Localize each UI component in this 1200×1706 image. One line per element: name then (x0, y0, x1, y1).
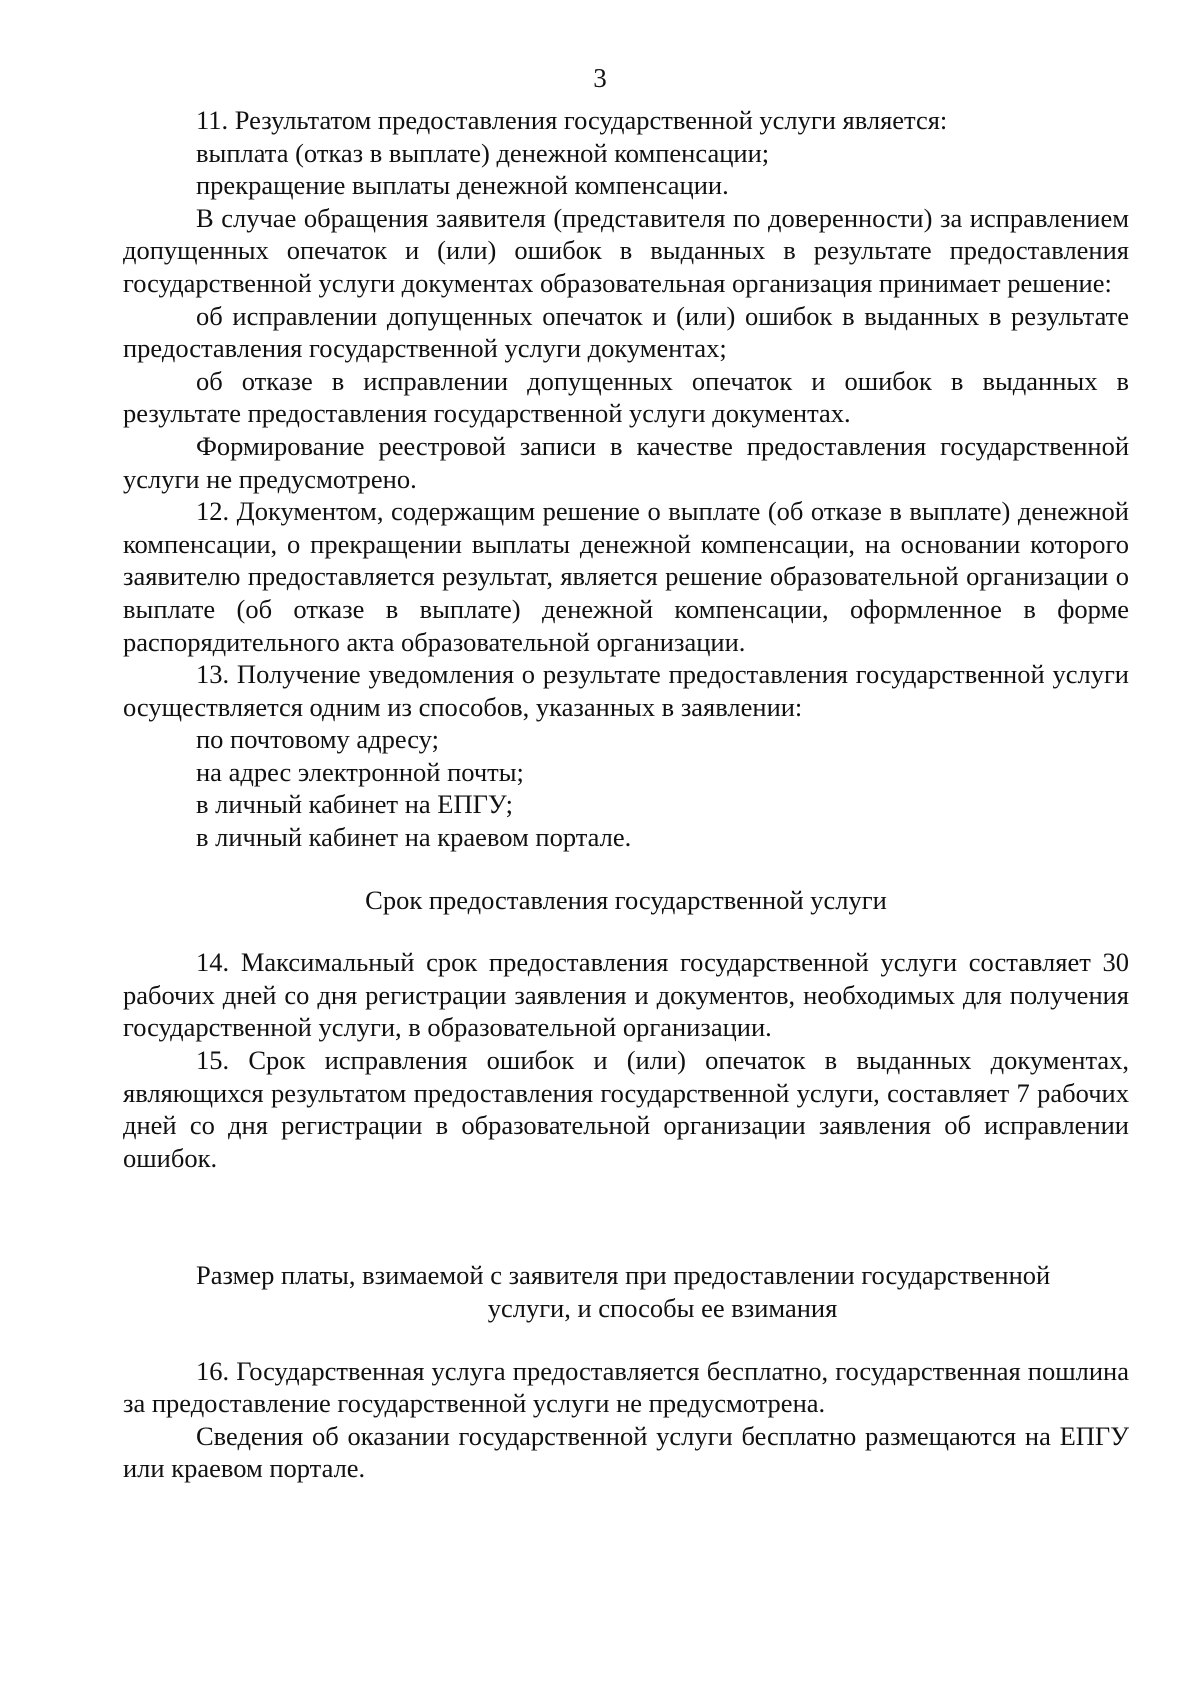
paragraph-11-decision-1: об исправлении допущенных опечаток и (или) ошибок в выданных в результате предоставления государственной услуги документах; (123, 300, 1129, 364)
paragraph-14: 14. Максимальный срок предоставления государственной услуги составляет 30 рабочих дней со дня регистрации заявления и документов, необходимых для получения государственной услуги, в образовательной организации. (123, 947, 1129, 1043)
paragraph-13-item-2: на адрес электронной почты; (196, 756, 524, 787)
paragraph-16-info: Сведения об оказании государственной услуги бесплатно размещаются на ЕПГУ или краевом портале. (123, 1420, 1129, 1484)
paragraph-13-intro: 13. Получение уведомления о результате предоставления государственной услуги осуществляется одним из способов, указанных в заявлении: (123, 659, 1129, 722)
paragraph-16: 16. Государственная услуга предоставляется бесплатно, государственная пошлина за предоставление государственной услуги не предусмотрена. (123, 1355, 1129, 1419)
paragraph-11-item-2: прекращение выплаты денежной компенсации. (196, 170, 729, 201)
paragraph-12: 12. Документом, содержащим решение о выплате (об отказе в выплате) денежной компенсации, о прекращении выплаты денежной компенсации, на основании которого заявителю предоставляется результат, является решение образовательной организации о выплате (об отказе в выплате) денежной компенсации, оформленное в форме распорядительного акта образовательной организации. (123, 496, 1129, 657)
paragraph-13-item-1: по почтовому адресу; (196, 724, 439, 755)
section-heading-fee (123, 1259, 1129, 1324)
paragraph-15: 15. Срок исправления ошибок и (или) опечаток в выданных документах, являющихся результатом предоставления государственной услуги, составляет 7 рабочих дней со дня регистрации в образовательной организации заявления об исправлении ошибок. (123, 1045, 1129, 1173)
paragraph-11-intro: 11. Результатом предоставления государственной услуги является: (196, 105, 948, 135)
paragraph-13-item-3: в личный кабинет на ЕПГУ; (196, 789, 514, 820)
page-number: 3 (593, 63, 607, 93)
section-heading-fee-line-1: Размер платы, взимаемой с заявителя при предоставлении государственной (196, 1260, 1051, 1291)
document-body (123, 104, 1129, 1485)
section-heading-term: Срок предоставления государственной услуги (365, 884, 887, 915)
paragraph-11-registry: Формирование реестровой записи в качестве предоставления государственной услуги не предусмотрено. (123, 430, 1129, 494)
paragraph-13-item-4: в личный кабинет на краевом портале. (196, 822, 632, 853)
section-heading-fee-line-2: услуги, и способы ее взимания (487, 1293, 838, 1323)
paragraph-11-case: В случае обращения заявителя (представителя по доверенности) за исправлением допущенных опечаток и (или) ошибок в выданных в результате предоставления государственной услуги документах образовательная организация принимает решение: (123, 202, 1129, 298)
paragraph-11-decision-2: об отказе в исправлении допущенных опечаток и ошибок в выданных в результате предоставления государственной услуги документах. (123, 365, 1129, 429)
paragraph-11-item-1: выплата (отказ в выплате) денежной компенсации; (196, 137, 770, 168)
